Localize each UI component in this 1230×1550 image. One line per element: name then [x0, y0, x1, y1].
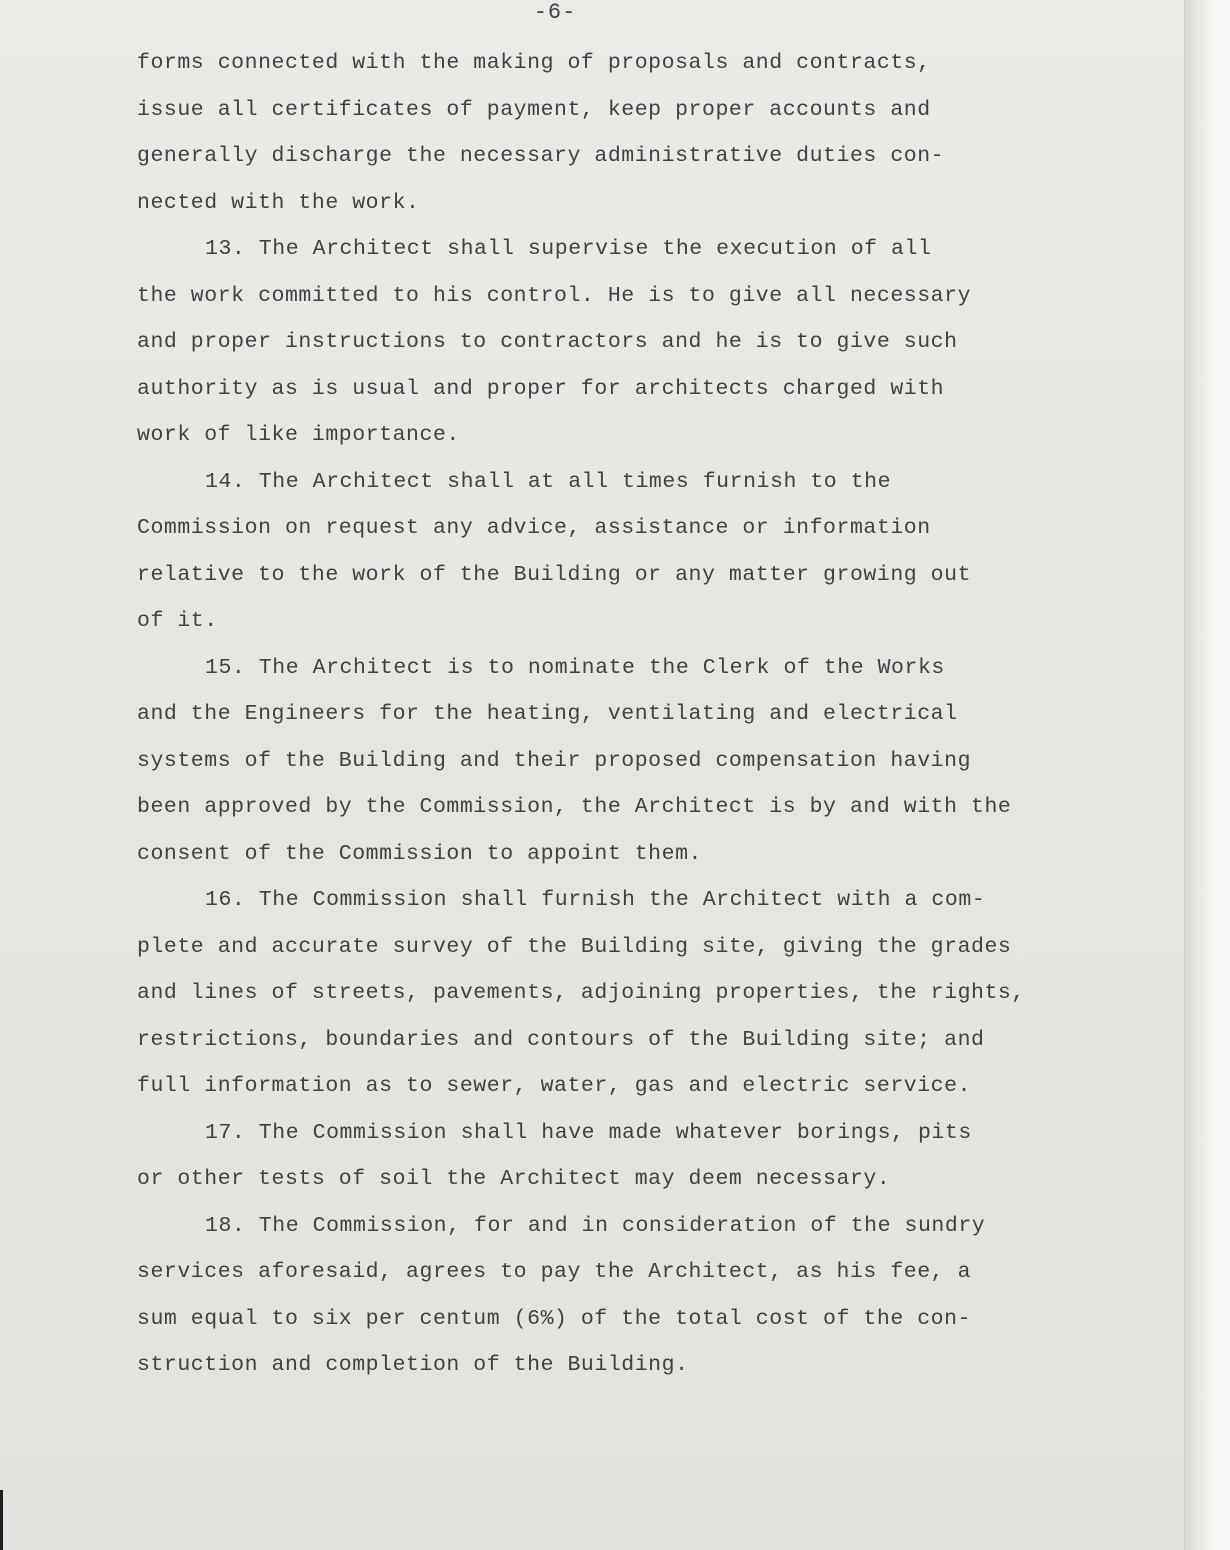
text-line: 17. The Commission shall have made whatever borings, pits: [205, 1120, 972, 1145]
text-line: authority as is usual and proper for architects charged with: [137, 376, 945, 401]
text-line: been approved by the Commission, the Architect is by and with the: [137, 795, 1012, 819]
page-number: -6-: [533, 0, 577, 25]
text-line: and the Engineers for the heating, ventilating and electrical: [137, 702, 958, 726]
typed-body-text: [137, 40, 1067, 1389]
scan-edge-mark: [0, 1490, 3, 1550]
text-line: 18. The Commission, for and in consideration of the sundry: [205, 1213, 986, 1238]
text-line: issue all certificates of payment, keep proper accounts and: [137, 97, 931, 122]
text-line: full information as to sewer, water, gas and electric service.: [137, 1074, 972, 1098]
text-line: or other tests of soil the Architect may deem necessary.: [137, 1167, 891, 1191]
page-edge: [1184, 0, 1230, 1550]
text-line: Commission on request any advice, assistance or information: [137, 516, 931, 540]
text-line: restrictions, boundaries and contours of the Building site; and: [137, 1027, 985, 1052]
text-line: relative to the work of the Building or any matter growing out: [137, 562, 972, 587]
text-line: services aforesaid, agrees to pay the Architect, as his fee, a: [137, 1260, 972, 1284]
text-line: work of like importance.: [137, 423, 460, 447]
text-line: consent of the Commission to appoint them.: [137, 841, 702, 866]
text-line: nected with the work.: [137, 190, 420, 215]
text-line: the work committed to his control. He is to give all necessary: [137, 283, 972, 308]
text-line: 16. The Commission shall furnish the Architect with a com-: [205, 888, 986, 912]
text-line: sum equal to six per centum (6%) of the total cost of the con-: [137, 1306, 972, 1331]
text-line: systems of the Building and their proposed compensation having: [137, 748, 972, 773]
text-line: struction and completion of the Building.: [137, 1353, 689, 1377]
text-line: 15. The Architect is to nominate the Clerk of the Works: [205, 655, 945, 680]
text-line: forms connected with the making of proposals and contracts,: [137, 51, 931, 75]
text-line: of it.: [137, 609, 218, 633]
text-line: 14. The Architect shall at all times furnish to the: [205, 469, 892, 494]
text-line: 13. The Architect shall supervise the execution of all: [205, 237, 932, 261]
text-line: plete and accurate survey of the Building site, giving the grades: [137, 934, 1012, 959]
text-line: and lines of streets, pavements, adjoining properties, the rights,: [137, 981, 1025, 1005]
text-line: and proper instructions to contractors and he is to give such: [137, 330, 958, 354]
text-line: generally discharge the necessary administrative duties con-: [137, 144, 945, 168]
